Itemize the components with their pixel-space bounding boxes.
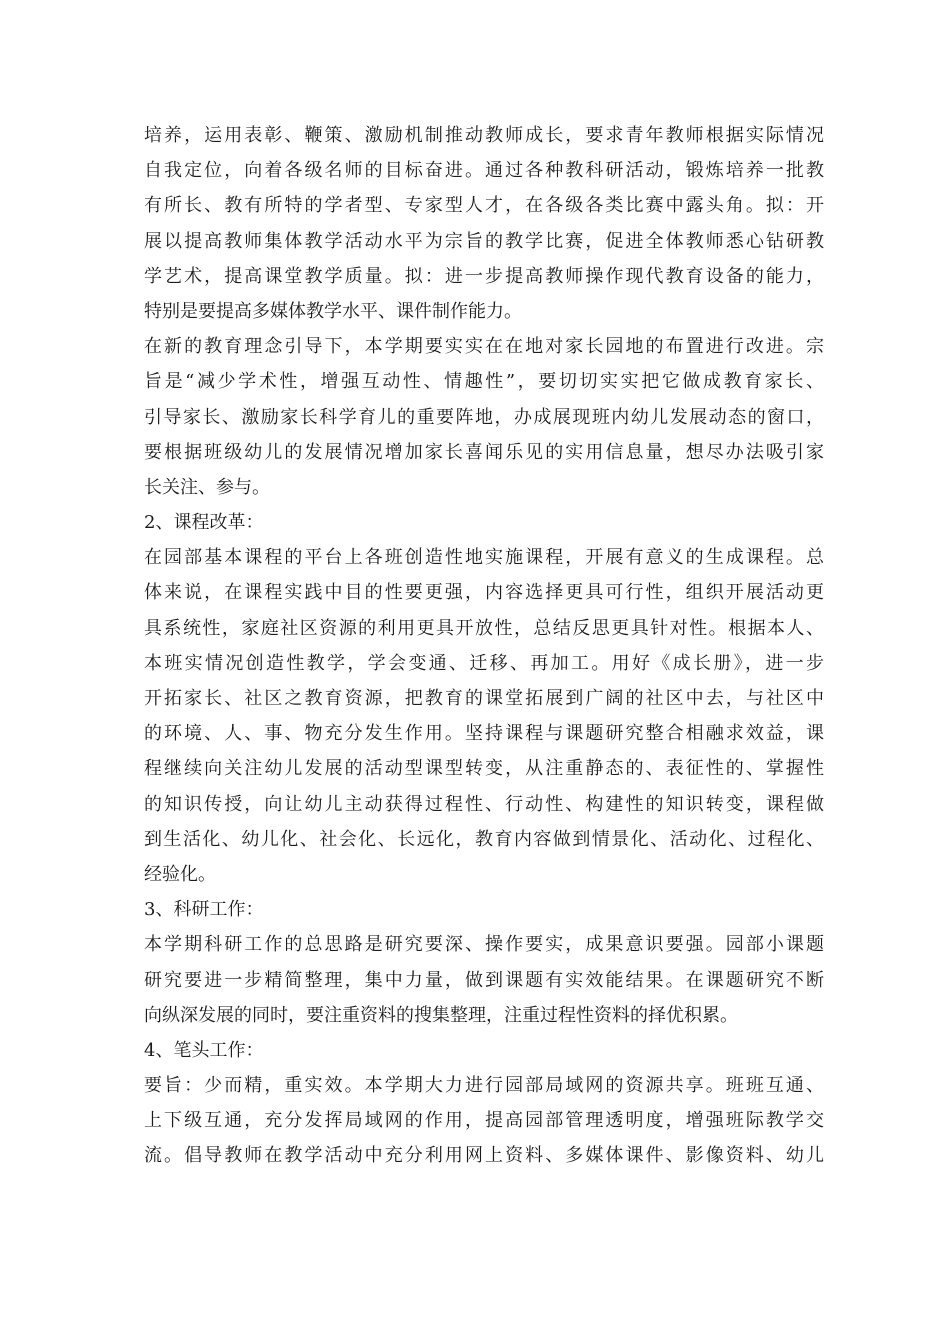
text-line: 的知识传授，向让幼儿主动获得过程性、行动性、构建性的知识转变，课程做 (144, 793, 824, 815)
text-line: 的环境、人、事、物充分发生作用。坚持课程与课题研究整合相融求效益，课 (144, 723, 824, 745)
text-line: 培养，运用表彰、鞭策、激励机制推动教师成长，要求青年教师根据实际情况 (144, 125, 824, 146)
text-line: 自我定位，向着各级名师的目标奋进。通过各种教科研活动，锻炼培养一批教 (144, 160, 824, 182)
text-line: 研究要进一步精简整理，集中力量，做到课题有实效能结果。在课题研究不断 (144, 969, 824, 991)
text-line: 学艺术，提高课堂教学质量。拟：进一步提高教师操作现代教育设备的能力， (144, 265, 824, 287)
text-line: 开拓家长、社区之教育资源，把教育的课堂拓展到广阔的社区中去，与社区中 (144, 688, 824, 709)
text-line: 向纵深发展的同时，要注重资料的搜集整理，注重过程性资料的择优积累。 (144, 1004, 738, 1026)
text-line: 到生活化、幼儿化、社会化、长远化，教育内容做到情景化、活动化、过程化、 (144, 828, 824, 850)
text-line: 长关注、参与。 (144, 476, 270, 498)
text-line: 4、笔头工作： (144, 1039, 264, 1061)
text-line: 要根据班级幼儿的发展情况增加家长喜闻乐见的实用信息量，想尽办法吸引家 (144, 441, 824, 463)
text-line: 体来说，在课程实践中目的性要更强，内容选择更具可行性，组织开展活动更 (144, 582, 824, 604)
text-line: 上下级互通，充分发挥局域网的作用，提高园部管理透明度，增强班际教学交 (144, 1110, 824, 1132)
text-line: 本班实情况创造性教学，学会变通、迁移、再加工。用好《成长册》，进一步 (144, 652, 824, 674)
text-line: 要旨：少而精，重实效。本学期大力进行园部局域网的资源共享。班班互通、 (144, 1075, 824, 1097)
text-line: 本学期科研工作的总思路是研究要深、操作要实，成果意识要强。园部小课题 (144, 934, 824, 956)
text-line: 有所长、教有所特的学者型、专家型人才，在各级各类比赛中露头角。拟：开 (144, 195, 824, 217)
text-line: 具系统性，家庭社区资源的利用更具开放性，总结反思更具针对性。根据本人、 (144, 617, 824, 639)
text-line: 2、课程改革： (144, 512, 264, 534)
text-line: 特别是要提高多媒体教学水平、课件制作能力。 (144, 300, 522, 322)
text-line: 展以提高教师集体教学活动水平为宗旨的教学比赛，促进全体教师悉心钻研教 (144, 230, 824, 252)
document-body (144, 118, 824, 1174)
text-line: 程继续向关注幼儿发展的活动型课型转变，从注重静态的、表征性的、掌握性 (144, 758, 824, 780)
text-line: 3、科研工作： (144, 899, 264, 921)
text-line: 在园部基本课程的平台上各班创造性地实施课程，开展有意义的生成课程。总 (144, 547, 824, 569)
text-line: 在新的教育理念引导下，本学期要实实在在地对家长园地的布置进行改进。宗 (144, 336, 824, 358)
text-line: 引导家长、激励家长科学育儿的重要阵地，办成展现班内幼儿发展动态的窗口， (144, 406, 824, 428)
text-line: 流。倡导教师在教学活动中充分利用网上资料、多媒体课件、影像资料、幼儿 (144, 1145, 824, 1167)
text-line: 旨是“减少学术性，增强互动性、情趣性”，要切切实实把它做成教育家长、 (144, 371, 824, 393)
text-line: 经验化。 (144, 863, 216, 885)
